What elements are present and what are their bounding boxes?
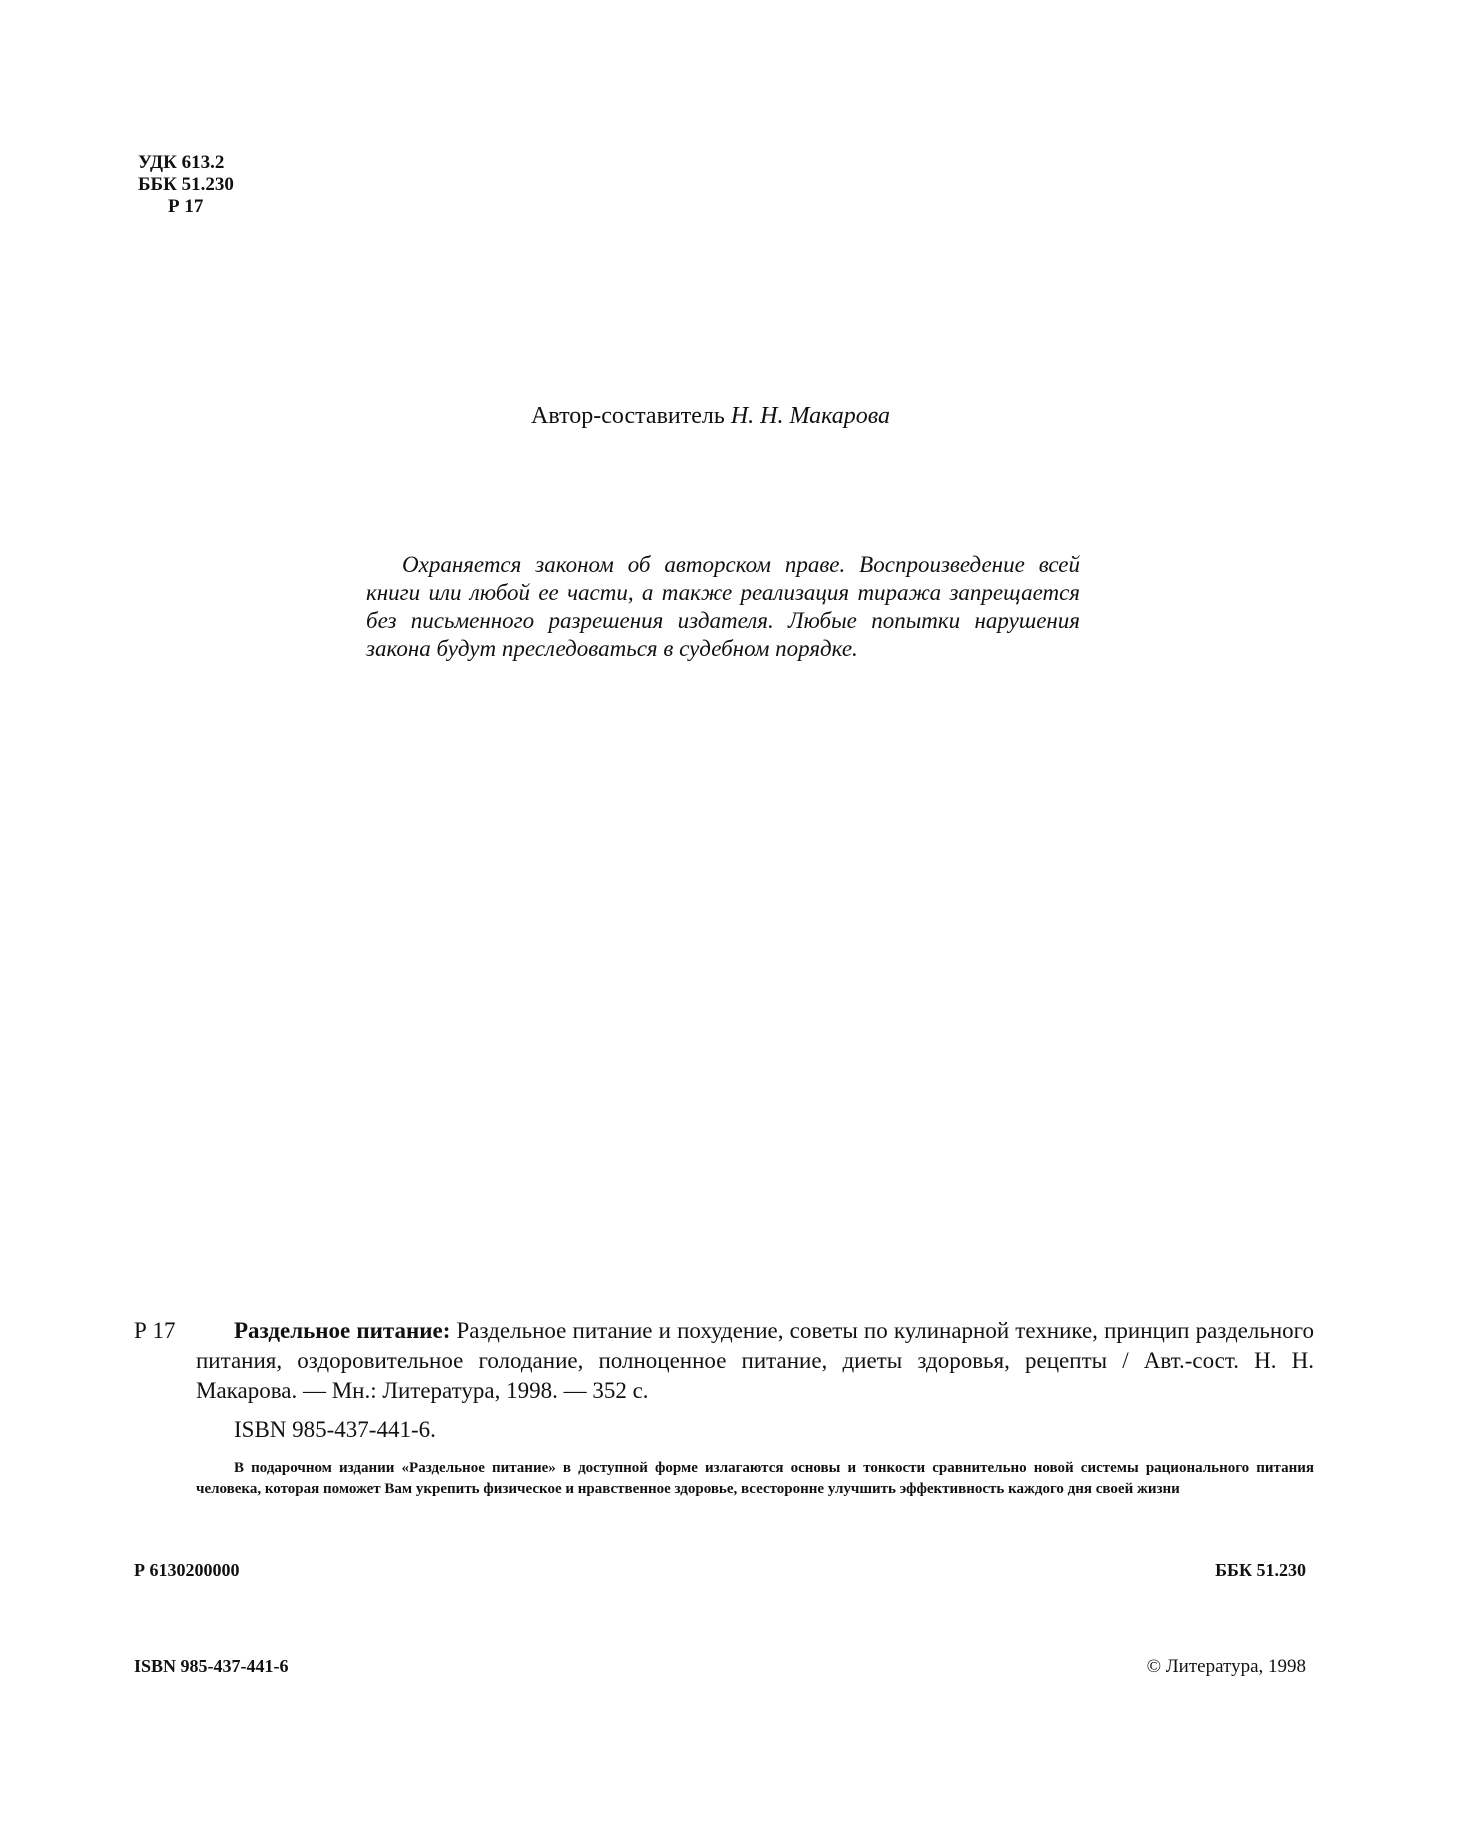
author-mark: Р 17 (168, 196, 204, 217)
copyright-notice: Охраняется законом об авторском праве. Воспроизведение всей книги или любой ее части, а также реализация тиража запрещается без письменного разрешения издателя. Любые попытки нарушения закона будут преследоваться в судебном порядке. (366, 552, 1080, 661)
classification-block (138, 152, 234, 218)
annotation-text: » в доступной форме излагаются основы и тонкости сравнительно новой системы рационального питания человека, которая поможет Вам укрепить физическое и нравственное здоровье, всесторонне улучшить эффективность каждого дня своей жизни (196, 1460, 1314, 1497)
catalog-annotation (196, 1458, 1314, 1500)
footer-bbk: ББК 51.230 (1215, 1560, 1306, 1580)
footer-isbn: ISBN 985-437-441-6 (134, 1656, 289, 1676)
author-name: Н. Н. Макарова (730, 403, 891, 429)
catalog-index: Р 17 (134, 1318, 176, 1343)
catalog-isbn: ISBN 985-437-441-6. (234, 1417, 436, 1442)
udk-code: УДК 613.2 (138, 152, 225, 173)
footer-copyright: © Литература, 1998 (1146, 1656, 1306, 1677)
catalog-entry (134, 1316, 1314, 1406)
annotation-title: Раздельное питание (409, 1460, 549, 1476)
bbk-code: ББК 51.230 (138, 174, 234, 195)
annotation-prefix: В подарочном издании « (234, 1460, 410, 1476)
author-line (531, 403, 890, 430)
author-label: Автор-составитель (531, 403, 725, 429)
catalog-title: Раздельное питание: (234, 1318, 451, 1343)
catalog-card (134, 1316, 1314, 1500)
publication-code: Р 6130200000 (134, 1560, 240, 1580)
catalog-description: Раздельное питание и похудение, советы по кулинарной технике, принцип раздельного питания, оздоровительное голодание, полноценное питание, диеты здоровья, рецепты / Авт.-сост. Н. Н. Макарова. — Мн.: Литература, 1998. — 352 с. (196, 1318, 1315, 1403)
